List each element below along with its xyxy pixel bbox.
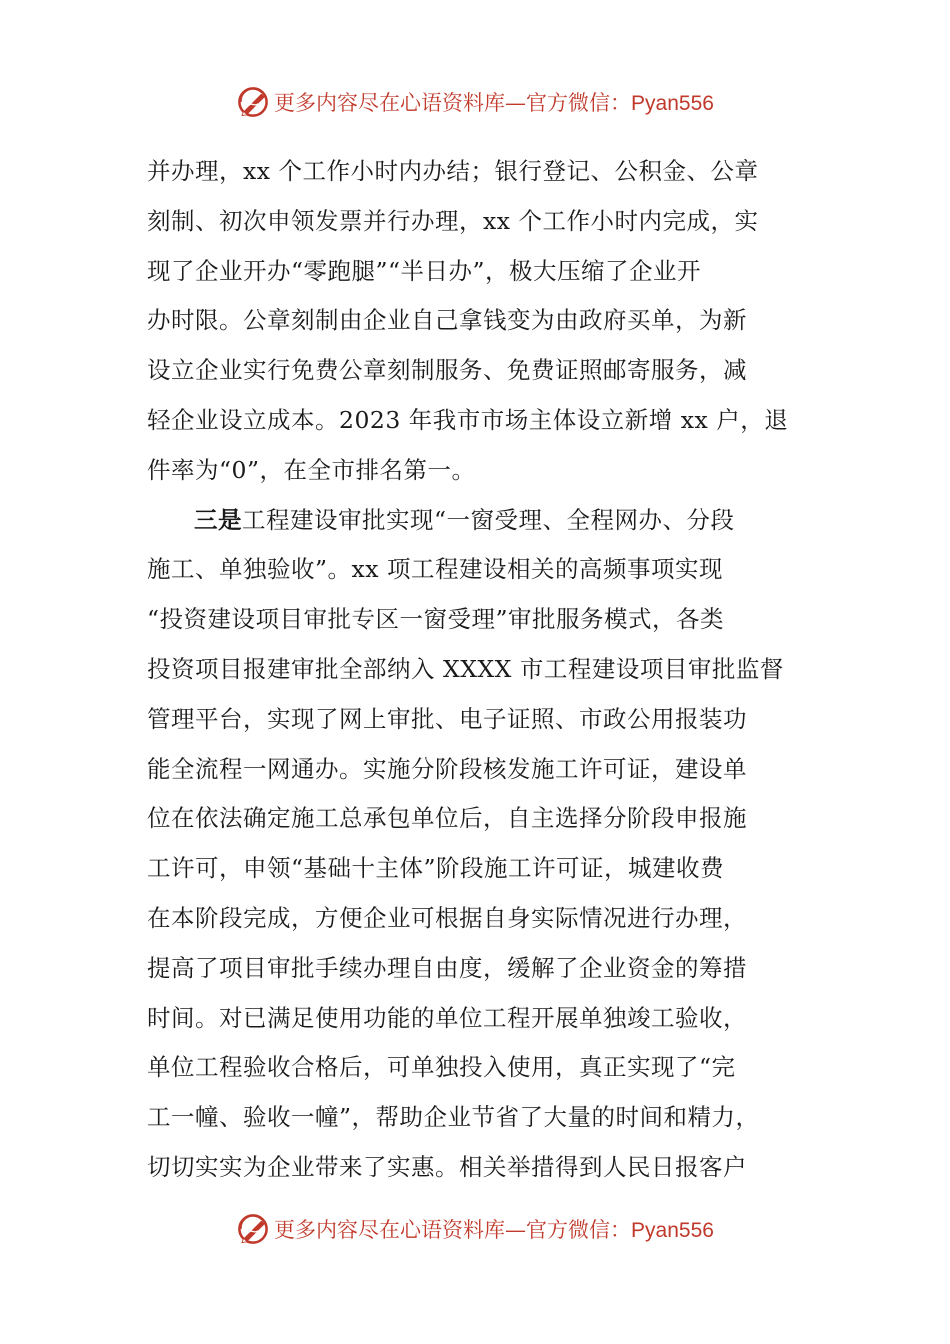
footer-banner-handle: Pyan556	[631, 1219, 714, 1242]
footer-watermark-banner	[0, 1209, 950, 1249]
paragraph-3-first-line	[147, 496, 807, 546]
paragraph-first-text: 工程建设审批实现“一窗受理、全程网办、分段	[242, 505, 735, 534]
body-line: 工一幢、验收一幢”，帮助企业节省了大量的时间和精力，	[147, 1103, 760, 1132]
body-line: 轻企业设立成本。2023 年我市市场主体设立新增 xx 户，退	[147, 405, 789, 434]
body-line: 能全流程一网通办。实施分阶段核发施工许可证，建设单	[147, 754, 747, 783]
header-banner-text: 更多内容尽在心语资料库—官方微信：Pyan556	[274, 91, 714, 115]
body-line: 施工、单独验收”。xx 项工程建设相关的高频事项实现	[147, 555, 723, 584]
body-line: 并办理，xx 个工作小时内办结；银行登记、公积金、公章	[147, 157, 759, 185]
body-line: 现了企业开办“零跑腿”“半日办”，极大压缩了企业开	[147, 256, 702, 285]
document-body	[147, 147, 807, 1193]
body-line: 件率为“0”，在全市排名第一。	[147, 455, 476, 484]
body-line: “投资建设项目审批专区一窗受理”审批服务模式，各类	[147, 605, 725, 634]
pen-logo-icon	[236, 85, 270, 119]
body-line: 位在依法确定施工总承包单位后，自主选择分阶段申报施	[147, 804, 747, 833]
body-line: 时间。对已满足使用功能的单位工程开展单独竣工验收，	[147, 1003, 747, 1032]
body-line: 在本阶段完成，方便企业可根据自身实际情况进行办理，	[147, 903, 747, 932]
pen-logo-icon	[236, 1212, 270, 1246]
body-line: 刻制、初次申领发票并行办理，xx 个工作小时内完成，实	[147, 206, 759, 235]
header-watermark-banner	[0, 82, 950, 122]
body-line: 管理平台，实现了网上审批、电子证照、市政公用报装功	[147, 704, 747, 733]
body-line: 切切实实为企业带来了实惠。相关举措得到人民日报客户	[147, 1152, 747, 1181]
paragraph-lead-bold: 三是	[194, 505, 242, 534]
header-banner-handle: Pyan556	[631, 92, 714, 115]
body-line: 提高了项目审批手续办理自由度，缓解了企业资金的筹措	[147, 953, 747, 982]
body-line: 投资项目报建审批全部纳入 XXXX 市工程建设项目审批监督	[147, 654, 784, 683]
body-line: 设立企业实行免费公章刻制服务、免费证照邮寄服务，减	[147, 356, 747, 385]
body-line: 办时限。公章刻制由企业自己拿钱变为由政府买单，为新	[147, 306, 747, 335]
footer-banner-text: 更多内容尽在心语资料库—官方微信：Pyan556	[274, 1218, 714, 1242]
body-line: 单位工程验收合格后，可单独投入使用，真正实现了“完	[147, 1053, 736, 1082]
body-line: 工许可，申领“基础十主体”阶段施工许可证，城建收费	[147, 854, 725, 883]
